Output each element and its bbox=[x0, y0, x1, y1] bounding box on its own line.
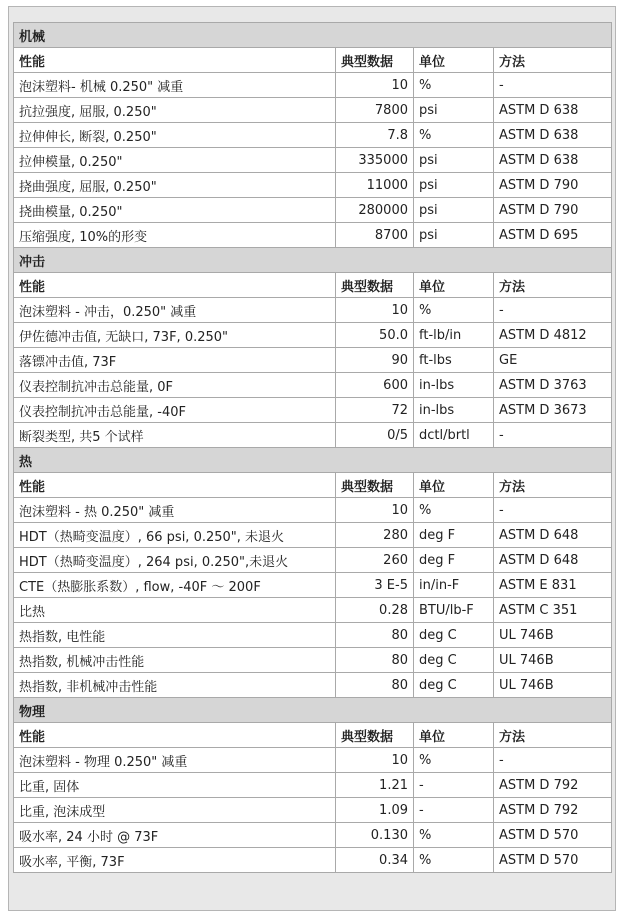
cell-unit: psi bbox=[414, 223, 494, 248]
table-row bbox=[14, 123, 612, 148]
cell-unit: in-lbs bbox=[414, 398, 494, 423]
table-row bbox=[14, 648, 612, 673]
table-row bbox=[14, 623, 612, 648]
cell-unit: in-lbs bbox=[414, 373, 494, 398]
section-title-row bbox=[14, 448, 612, 473]
cell-value: 80 bbox=[336, 648, 414, 673]
table-row bbox=[14, 523, 612, 548]
column-header-property: 性能 bbox=[14, 273, 336, 298]
section-title: 热 bbox=[14, 448, 612, 473]
cell-property: 吸水率, 24 小时 @ 73F bbox=[14, 823, 336, 848]
column-header-unit: 单位 bbox=[414, 48, 494, 73]
cell-value: 10 bbox=[336, 298, 414, 323]
cell-method: - bbox=[494, 748, 612, 773]
cell-property: 比重, 泡沫成型 bbox=[14, 798, 336, 823]
cell-method: ASTM D 792 bbox=[494, 798, 612, 823]
cell-property: HDT（热畸变温度）, 66 psi, 0.250", 未退火 bbox=[14, 523, 336, 548]
table-row bbox=[14, 598, 612, 623]
column-header-row bbox=[14, 473, 612, 498]
cell-unit: % bbox=[414, 298, 494, 323]
cell-value: 7800 bbox=[336, 98, 414, 123]
cell-unit: BTU/lb-F bbox=[414, 598, 494, 623]
table-row bbox=[14, 748, 612, 773]
cell-method: ASTM D 4812 bbox=[494, 323, 612, 348]
table-row bbox=[14, 73, 612, 98]
cell-property: 仪表控制抗冲击总能量, -40F bbox=[14, 398, 336, 423]
column-header-property: 性能 bbox=[14, 48, 336, 73]
cell-value: 280 bbox=[336, 523, 414, 548]
table-row bbox=[14, 498, 612, 523]
cell-property: 泡沫塑料 - 冲击，0.250" 减重 bbox=[14, 298, 336, 323]
cell-method: ASTM D 3763 bbox=[494, 373, 612, 398]
cell-property: 压缩强度, 10%的形变 bbox=[14, 223, 336, 248]
section-title: 物理 bbox=[14, 698, 612, 723]
column-header-value: 典型数据 bbox=[336, 273, 414, 298]
cell-unit: % bbox=[414, 123, 494, 148]
cell-value: 0/5 bbox=[336, 423, 414, 448]
cell-property: 热指数, 机械冲击性能 bbox=[14, 648, 336, 673]
cell-unit: deg F bbox=[414, 548, 494, 573]
cell-unit: deg C bbox=[414, 648, 494, 673]
cell-unit: deg F bbox=[414, 523, 494, 548]
column-header-method: 方法 bbox=[494, 48, 612, 73]
cell-unit: deg C bbox=[414, 673, 494, 698]
cell-unit: psi bbox=[414, 173, 494, 198]
cell-method: UL 746B bbox=[494, 673, 612, 698]
cell-value: 0.34 bbox=[336, 848, 414, 873]
cell-value: 90 bbox=[336, 348, 414, 373]
column-header-row bbox=[14, 273, 612, 298]
cell-method: GE bbox=[494, 348, 612, 373]
table-row bbox=[14, 823, 612, 848]
column-header-method: 方法 bbox=[494, 273, 612, 298]
column-header-property: 性能 bbox=[14, 473, 336, 498]
content-frame bbox=[8, 6, 616, 911]
cell-method: ASTM D 570 bbox=[494, 848, 612, 873]
cell-method: ASTM D 790 bbox=[494, 173, 612, 198]
cell-method: ASTM D 638 bbox=[494, 148, 612, 173]
table-row bbox=[14, 848, 612, 873]
table-row bbox=[14, 173, 612, 198]
cell-unit: % bbox=[414, 498, 494, 523]
cell-value: 11000 bbox=[336, 173, 414, 198]
table-row bbox=[14, 223, 612, 248]
cell-property: 拉伸模量, 0.250" bbox=[14, 148, 336, 173]
cell-value: 0.130 bbox=[336, 823, 414, 848]
cell-value: 260 bbox=[336, 548, 414, 573]
table-row bbox=[14, 423, 612, 448]
cell-unit: psi bbox=[414, 98, 494, 123]
cell-value: 10 bbox=[336, 748, 414, 773]
cell-method: ASTM D 790 bbox=[494, 198, 612, 223]
table-row bbox=[14, 298, 612, 323]
column-header-value: 典型数据 bbox=[336, 48, 414, 73]
cell-method: ASTM D 648 bbox=[494, 548, 612, 573]
cell-method: ASTM D 3673 bbox=[494, 398, 612, 423]
cell-value: 3 E-5 bbox=[336, 573, 414, 598]
table-row bbox=[14, 348, 612, 373]
cell-value: 10 bbox=[336, 73, 414, 98]
section-title-row bbox=[14, 23, 612, 48]
cell-value: 7.8 bbox=[336, 123, 414, 148]
table-row bbox=[14, 98, 612, 123]
column-header-unit: 单位 bbox=[414, 473, 494, 498]
cell-value: 50.0 bbox=[336, 323, 414, 348]
table-row bbox=[14, 373, 612, 398]
cell-property: 泡沫塑料 - 物理 0.250" 减重 bbox=[14, 748, 336, 773]
cell-value: 80 bbox=[336, 673, 414, 698]
cell-method: ASTM D 695 bbox=[494, 223, 612, 248]
column-header-method: 方法 bbox=[494, 473, 612, 498]
cell-property: 热指数, 非机械冲击性能 bbox=[14, 673, 336, 698]
cell-unit: ft-lb/in bbox=[414, 323, 494, 348]
cell-method: ASTM D 638 bbox=[494, 123, 612, 148]
cell-property: 伊佐德冲击值, 无缺口, 73F, 0.250" bbox=[14, 323, 336, 348]
cell-unit: - bbox=[414, 773, 494, 798]
cell-method: UL 746B bbox=[494, 623, 612, 648]
cell-value: 80 bbox=[336, 623, 414, 648]
table-row bbox=[14, 673, 612, 698]
cell-property: 仪表控制抗冲击总能量, 0F bbox=[14, 373, 336, 398]
section-title: 冲击 bbox=[14, 248, 612, 273]
cell-unit: dctl/brtl bbox=[414, 423, 494, 448]
cell-property: 抗拉强度, 屈服, 0.250" bbox=[14, 98, 336, 123]
cell-property: CTE（热膨胀系数）, flow, -40F ～ 200F bbox=[14, 573, 336, 598]
cell-property: 热指数, 电性能 bbox=[14, 623, 336, 648]
cell-unit: % bbox=[414, 823, 494, 848]
cell-property: 挠曲强度, 屈服, 0.250" bbox=[14, 173, 336, 198]
column-header-unit: 单位 bbox=[414, 273, 494, 298]
cell-value: 1.09 bbox=[336, 798, 414, 823]
cell-unit: - bbox=[414, 798, 494, 823]
cell-value: 72 bbox=[336, 398, 414, 423]
cell-method: ASTM D 648 bbox=[494, 523, 612, 548]
cell-method: - bbox=[494, 73, 612, 98]
cell-property: HDT（热畸变温度）, 264 psi, 0.250",未退火 bbox=[14, 548, 336, 573]
column-header-method: 方法 bbox=[494, 723, 612, 748]
section-title-row bbox=[14, 698, 612, 723]
cell-property: 比重, 固体 bbox=[14, 773, 336, 798]
column-header-value: 典型数据 bbox=[336, 723, 414, 748]
section-title-row bbox=[14, 248, 612, 273]
cell-method: ASTM E 831 bbox=[494, 573, 612, 598]
cell-value: 8700 bbox=[336, 223, 414, 248]
column-header-unit: 单位 bbox=[414, 723, 494, 748]
cell-unit: ft-lbs bbox=[414, 348, 494, 373]
table-row bbox=[14, 573, 612, 598]
table-row bbox=[14, 773, 612, 798]
cell-property: 拉伸伸长, 断裂, 0.250" bbox=[14, 123, 336, 148]
cell-method: - bbox=[494, 498, 612, 523]
cell-value: 1.21 bbox=[336, 773, 414, 798]
cell-property: 断裂类型, 共5 个试样 bbox=[14, 423, 336, 448]
cell-unit: psi bbox=[414, 148, 494, 173]
cell-value: 335000 bbox=[336, 148, 414, 173]
cell-method: ASTM C 351 bbox=[494, 598, 612, 623]
cell-value: 600 bbox=[336, 373, 414, 398]
cell-method: ASTM D 792 bbox=[494, 773, 612, 798]
cell-method: ASTM D 570 bbox=[494, 823, 612, 848]
table-row bbox=[14, 798, 612, 823]
cell-property: 吸水率, 平衡, 73F bbox=[14, 848, 336, 873]
cell-method: - bbox=[494, 423, 612, 448]
table-row bbox=[14, 148, 612, 173]
cell-unit: % bbox=[414, 73, 494, 98]
cell-property: 比热 bbox=[14, 598, 336, 623]
cell-property: 挠曲模量, 0.250" bbox=[14, 198, 336, 223]
cell-unit: psi bbox=[414, 198, 494, 223]
column-header-value: 典型数据 bbox=[336, 473, 414, 498]
cell-unit: % bbox=[414, 748, 494, 773]
cell-property: 落镖冲击值, 73F bbox=[14, 348, 336, 373]
cell-property: 泡沫塑料 - 热 0.250" 减重 bbox=[14, 498, 336, 523]
cell-unit: in/in-F bbox=[414, 573, 494, 598]
table-row bbox=[14, 398, 612, 423]
column-header-row bbox=[14, 48, 612, 73]
table-row bbox=[14, 323, 612, 348]
cell-method: - bbox=[494, 298, 612, 323]
cell-method: ASTM D 638 bbox=[494, 98, 612, 123]
cell-unit: % bbox=[414, 848, 494, 873]
column-header-row bbox=[14, 723, 612, 748]
cell-value: 0.28 bbox=[336, 598, 414, 623]
column-header-property: 性能 bbox=[14, 723, 336, 748]
table-row bbox=[14, 548, 612, 573]
table-row bbox=[14, 198, 612, 223]
cell-value: 10 bbox=[336, 498, 414, 523]
section-title: 机械 bbox=[14, 23, 612, 48]
cell-value: 280000 bbox=[336, 198, 414, 223]
cell-property: 泡沫塑料- 机械 0.250" 减重 bbox=[14, 73, 336, 98]
properties-table bbox=[13, 22, 612, 873]
cell-unit: deg C bbox=[414, 623, 494, 648]
cell-method: UL 746B bbox=[494, 648, 612, 673]
